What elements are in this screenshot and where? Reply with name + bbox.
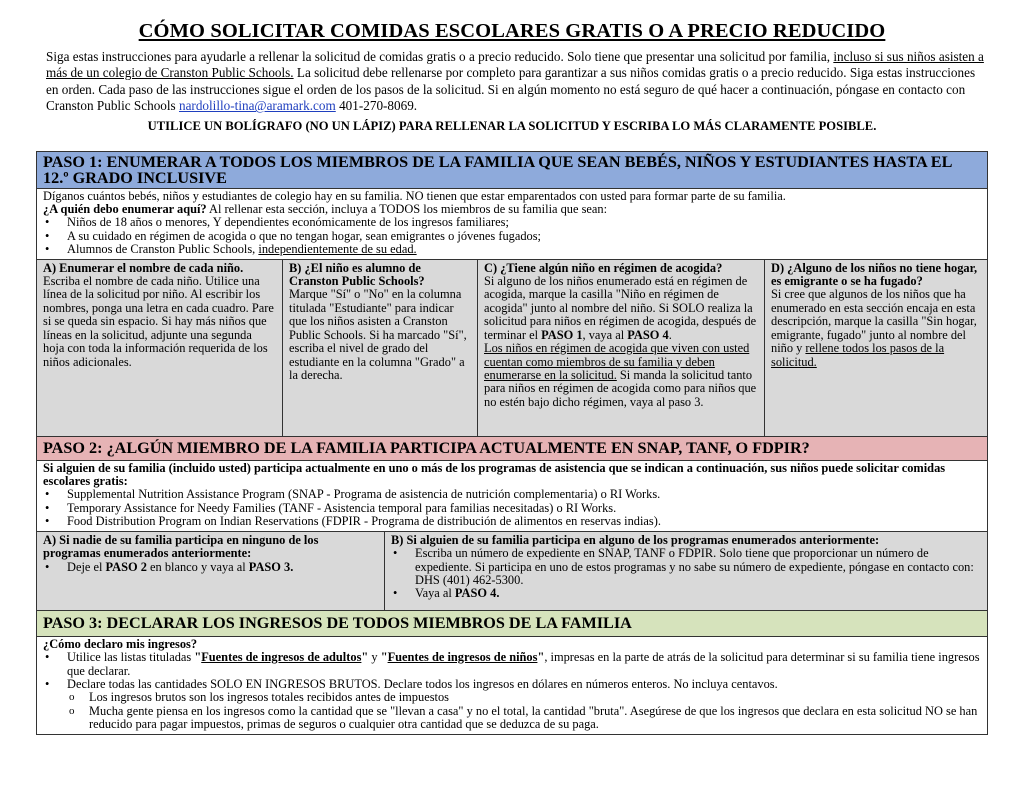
step1-line1: Díganos cuántos bebés, niños y estudiantes de colegio hay en su familia. NO tienen que estar emparentados con usted para formar parte de su familia. [43, 188, 786, 203]
step2-col-a-text1: Deje el [67, 559, 106, 574]
step1-who-question: ¿A quién debo enumerar aquí? [43, 202, 207, 217]
intro-text-1: Siga estas instrucciones para ayudarle a rellenar la solicitud de comidas gratis o a precio reducido. Solo tiene que presentar una solicitud por familia, [46, 49, 831, 64]
list-item [67, 561, 378, 574]
step2-col-a-bold2: PASO 3. [248, 559, 294, 574]
step3-b1-underlined2: Fuentes de ingresos de niños [387, 650, 538, 665]
step2-header: PASO 2: ¿ALGÚN MIEMBRO DE LA FAMILIA PARTICIPA ACTUALMENTE EN SNAP, TANF, O FDPIR? [37, 437, 987, 461]
bullet3-text: Alumnos de Cranston Public Schools, [67, 242, 259, 257]
step1-col-d-heading: D) ¿Alguno de los niños no tiene hogar, es emigrante o se ha fugado? [771, 260, 978, 289]
step1-col-b-text: Marque "Sí" o "No" en la columna titulada "Estudiante" para indicar que los niños asisten a Cranston Public Schools. Si ha marcado "Sí", escriba el nivel de grado del estudiante en la columna "Grado" a la derecha. [289, 287, 467, 382]
step2-col-a-bold1: PASO 2 [105, 559, 147, 574]
step1-col-c-bold1: PASO 1 [541, 327, 583, 342]
step1-col-c-heading: C) ¿Tiene algún niño en régimen de acogida? [484, 260, 723, 275]
step3-sub-list [43, 691, 981, 731]
step1-who-text: Al rellenar esta sección, incluya a TODOS los miembros de su familia que sean: [206, 202, 608, 217]
step3-body [37, 637, 987, 734]
step1-col-d [765, 260, 987, 436]
step1-col-c-text [484, 275, 758, 409]
step2-col-b-bold: PASO 4. [454, 586, 500, 601]
step2-col-a-list [43, 561, 378, 574]
step1-col-d-underlined: rellene todos los pasos de la solicitud. [771, 341, 945, 369]
list-item: o Los ingresos brutos son los ingresos totales recibidos antes de impuestos [89, 691, 981, 704]
step2-col-a-heading: A) Si nadie de su familia participa en ninguno de los programas enumerados anteriormente: [43, 532, 319, 561]
step2-intro: Si alguien de su familia (incluido usted) participa actualmente en uno o más de los programas de asistencia que se indican a continuación, sus niños puede solicitar comidas escolares gratis: [43, 460, 946, 489]
step1-col-c-text3: . [668, 327, 672, 342]
step2-col-a-text2: en blanco y vaya al [146, 559, 249, 574]
list-item: • Supplemental Nutrition Assistance Program (SNAP - Programa de asistencia de nutrición complementaria) o RI Works. [67, 488, 981, 501]
step1-col-c-underlined: Los niños en régimen de acogida que viven con usted cuentan como miembros de su familia y deben enumerarse en la solicitud. [484, 341, 750, 382]
step1-col-d-text1: Si cree que algunos de los niños que ha enumerado en esta sección encaja en esta descripción, marque la casilla "Sin hogar, emigrante, fugado" junto al nombre del niño y [771, 287, 977, 356]
step1-col-a [37, 260, 283, 436]
list-item: • Food Distribution Program on Indian Reservations (FDPIR - Programa de distribución de alimentos en reservas indias). [67, 515, 981, 528]
step2-col-b-heading: B) Si alguien de su familia participa en alguno de los programas enumerados anteriormente: [391, 532, 880, 547]
intro-paragraph [46, 49, 988, 115]
step1-col-a-text: Escriba el nombre de cada niño. Utilice una línea de la solicitud por niño. Al escribir los nombres, ponga una letra en cada cuadro. Pare si se queda sin espacio. Si hay más niños que líneas en la solicitud, adjunte una segunda hoja con toda la información requerida de los niños adicionales. [43, 274, 274, 369]
step1-section [36, 151, 988, 437]
step1-col-c-bold2: PASO 4 [627, 327, 669, 342]
intro-text-2: La solicitud debe rellenarse por completo para garantizar a sus niños comidas gratis o a precio reducido. Siga estas instrucciones en orden. Cada paso de las instrucciones sigue el orden de los pasos de la solicitud. Si en algún momento no está seguro de qué hacer a continuación, póngase en contacto con Cranston Public Schools [46, 65, 976, 114]
step3-b1-text3: , impresas en la parte de atrás de la solicitud para determinar si su familia tiene ingresos que declarar. [67, 650, 980, 678]
list-item [67, 243, 981, 256]
step1-header: PASO 1: ENUMERAR A TODOS LOS MIEMBROS DE LA FAMILIA QUE SEAN BEBÉS, NIÑOS Y ESTUDIANTES HASTA EL 12.º GRADO INCLUSIVE [37, 152, 987, 189]
step1-col-a-heading: A) Enumerar el nombre de cada niño. [43, 260, 244, 275]
list-item: • Declare todas las cantidades SOLO EN INGRESOS BRUTOS. Declare todos los ingresos en dólares en números enteros. No incluya centavos. [67, 678, 981, 691]
step2-columns [37, 531, 987, 610]
intro-text-underlined: incluso si sus niños asisten a más de un colegio de Cranston Public Schools. [46, 49, 984, 81]
list-item: • Niños de 18 años o menores, Y dependientes económicamente de los ingresos familiares; [67, 216, 981, 229]
step3-bullet-list [43, 651, 981, 691]
step2-col-b-list [391, 547, 981, 601]
step3-b1-text2: y [368, 650, 381, 665]
list-item: • Escriba un número de expediente en SNAP, TANF o FDPIR. Solo tiene que proporcionar un número de expediente. Si participa en uno de estos programas y no sabe su número de expediente, póngase en contacto con: DHS (401) 462-5300. [415, 547, 981, 587]
step1-bullet-list [43, 216, 981, 256]
list-item: • A su cuidado en régimen de acogida o que no tengan hogar, sean emigrantes o jóvenes fugados; [67, 230, 981, 243]
step1-col-d-text [771, 288, 981, 368]
pen-notice: UTILICE UN BOLÍGRAFO (NO UN LÁPIZ) PARA RELLENAR LA SOLICITUD Y ESCRIBA LO MÁS CLARAMENTE POSIBLE. [147, 118, 877, 133]
step3-header: PASO 3: DECLARAR LOS INGRESOS DE TODOS MIEMBROS DE LA FAMILIA [37, 611, 987, 637]
step1-columns [37, 259, 987, 436]
step2-col-b-text2: Vaya al [415, 586, 455, 601]
contact-email-link[interactable]: nardolillo-tina@aramark.com [178, 98, 336, 114]
step2-bullet-list [43, 488, 981, 528]
list-item: • Utilice las listas tituladas "Fuentes de ingresos de adultos" y "Fuentes de ingresos de niños", impresas en la parte de atrás de la solicitud para determinar si su familia tiene ingresos que declarar. [67, 651, 981, 678]
step1-col-c-text1: Si alguno de los niños enumerado está en régimen de acogida, marque la casilla "Niño en régimen de acogida" junto al nombre del niño. Si SOLO realiza la solicitud para niños en régimen de acogida, después de terminar el [484, 274, 757, 342]
contact-phone: 401-270-8069. [335, 98, 418, 114]
step3-b1-underlined1: Fuentes de ingresos de adultos [201, 650, 362, 665]
list-item [415, 587, 981, 600]
step3-b1-text1: Utilice las listas tituladas [67, 650, 195, 665]
list-item: o Mucha gente piensa en los ingresos como la cantidad que se "llevan a casa" y no el total, la cantidad "bruta". Asegúrese de que los ingresos que declara en esta solicitud NO se han reducido para pagar impuestos, primas de seguros o cualquier otra cantidad que se deduzca de su paga. [89, 705, 981, 732]
step1-col-c-text4: Si manda la solicitud tanto para niños en régimen de acogida como para niños que no estén bajo dicho régimen, vaya al paso 3. [484, 367, 757, 409]
step3-question: ¿Cómo declaro mis ingresos? [43, 636, 198, 651]
step1-col-b [283, 260, 478, 436]
step2-col-a [37, 532, 385, 610]
bullet3-underlined: independientemente de su edad. [258, 242, 417, 257]
step1-col-c [478, 260, 765, 436]
page-title: CÓMO SOLICITAR COMIDAS ESCOLARES GRATIS O A PRECIO REDUCIDO [138, 20, 886, 42]
step3-section [36, 611, 988, 735]
step1-col-b-heading: B) ¿El niño es alumno de Cranston Public Schools? [289, 260, 425, 289]
step1-body [37, 189, 987, 259]
step1-who [43, 203, 981, 216]
list-item: • Temporary Assistance for Needy Families (TANF - Asistencia temporal para familias necesitadas) o RI Works. [67, 502, 981, 515]
step2-body [37, 461, 987, 531]
step2-col-b [385, 532, 987, 610]
step1-col-c-text2: , vaya al [582, 327, 628, 342]
step2-section [36, 437, 988, 611]
